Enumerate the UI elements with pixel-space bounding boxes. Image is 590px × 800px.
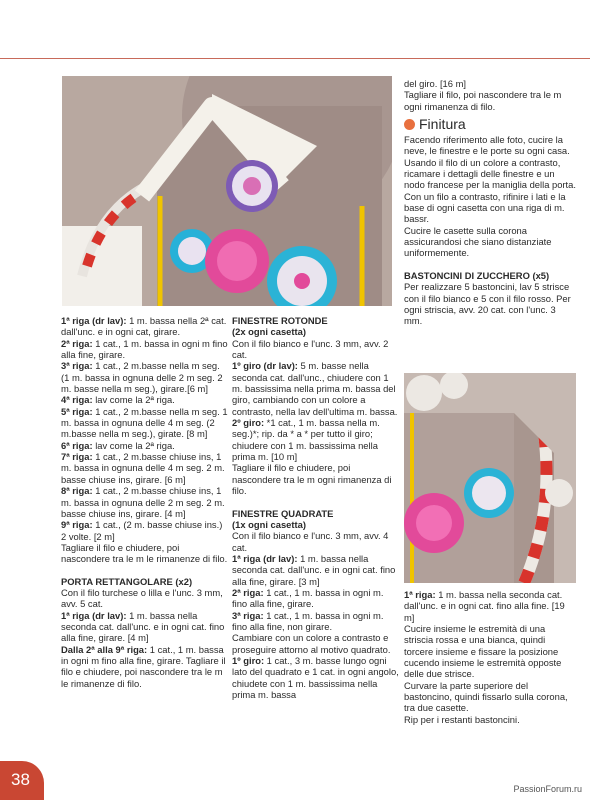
gingerbread-house-photo — [62, 76, 392, 306]
step-text: Cucire insieme le estremità di una striscia rossa e una bianca, quindi torcere insieme e fissare la posizione cucendo insieme le estremità opposte delle due strisce. — [404, 623, 562, 680]
step-text: Cambiare con un colore a contrasto e proseguire attorno al motivo quadrato. — [232, 632, 391, 655]
instructions-column-1 — [61, 315, 229, 689]
section-subheading: (2x ogni casetta) — [232, 326, 306, 338]
step-text: 1 cat., 3 m. basse lungo ogni lato del quadrato e 1 cat. in ogni angolo, chiudete con 1 m. bassissima nella prima m. bassa — [232, 654, 399, 700]
finitura-text: Cucire le casette sulla corona assicurandosi che siano distanziate uniformemente. — [404, 224, 552, 259]
step-text: 1 cat., 1 m. bassa in ogni m fino alla fine, girare. — [61, 337, 228, 361]
step-text: 1 cat., 1 m. bassa in ogni m fino alla fine, girare. Tagliare il filo e chiudere, poi nascondere tra le m le rimanenze di filo. — [61, 643, 226, 689]
candy-cane-photo — [404, 373, 576, 583]
instructions-column-3 — [404, 78, 576, 327]
step-text: Curvare la parte superiore del bastoncino, quindi fissarlo sulla corona, tra due casette. — [404, 679, 568, 714]
step-label: 3ª riga: — [61, 360, 93, 372]
step-text: del giro. [16 m] — [404, 78, 467, 89]
finitura-text: Con un filo a contrasto, rifinire i lati e la base di ogni casetta con una riga di m. bassr. — [404, 190, 566, 225]
step-label: 7ª riga: — [61, 451, 93, 463]
top-rule — [0, 58, 590, 59]
step-label: 9ª riga: — [61, 519, 93, 531]
step-text: lav come la 2ª riga. — [92, 439, 175, 451]
page-number: 38 — [11, 770, 30, 789]
finitura-text: Facendo riferimento alle foto, cucire la neve, le finestre e le porte su ogni casa. — [404, 134, 570, 157]
step-label: 1ª riga (dr lav): — [232, 552, 298, 564]
step-text: 1 cat., 2 m.basse nella m seg. 1 m. bassa in ognuna delle 4 m seg. (2 m.basse nella m seg.), girate. [8 m] — [61, 405, 228, 440]
watermark: PassionForum.ru — [513, 784, 582, 794]
instructions-column-2 — [232, 315, 400, 700]
step-label: 8ª riga: — [61, 485, 93, 497]
step-text: 1 m. bassa nella seconda cat. dall'unc. e in ogni cat. fino alla fine, girare. [4 m] — [61, 609, 225, 644]
step-label: 1º giro: — [232, 654, 265, 666]
step-label: Dalla 2ª alla 9ª riga: — [61, 643, 148, 655]
bullet-dot-icon — [404, 119, 415, 130]
step-text: 1 cat., 2 m.basse chiuse ins, 1 m. bassa in ognuna delle 4 m seg. 2 m. basse chiuse ins, girare. [6 m] — [61, 451, 225, 485]
step-text: Rip per i restanti bastoncini. — [404, 713, 520, 725]
finitura-title: Finitura — [419, 116, 466, 133]
step-label: 2ª riga: — [232, 586, 264, 598]
step-text: 1 m. bassa nella 2ª cat. dall'unc. e in ogni cat, girare. — [61, 315, 227, 338]
step-text: *1 cat., 1 m. bassa nella m. seg.)*; rip. da * a * per tutto il giro; chiudere con 1 m. bassissima nella prima m. [10 m] — [232, 417, 380, 463]
page-number-tab — [0, 761, 44, 800]
step-label: 1ª riga (dr lav): — [61, 609, 127, 621]
finish-note: Tagliare il filo e chiudere, poi nascondere tra le m le rimanenze di filo. — [61, 541, 228, 565]
step-text: 5 m. basse nella seconda cat. dall'unc., chiudere con 1 m. bassissima nella prima m. bassa del giro, cambiando con un colore a contrasto, nella lav dell'ultima m. bassa. — [232, 360, 398, 417]
step-label: 3ª riga: — [232, 609, 264, 621]
step-text: 1 cat., 1 m. bassa in ogni m. fino alla fine, non girare. — [232, 609, 384, 632]
step-text: 1 cat., 1 m. bassa in ogni m. fino alla fine, girare. — [232, 586, 384, 610]
section-intro: Con il filo bianco e l'unc. 3 mm, avv. 2 cat. — [232, 337, 389, 361]
step-text: lav come la 2ª riga. — [92, 394, 175, 406]
step-label: 2ª riga: — [61, 337, 93, 349]
step-label: 4ª riga: — [61, 394, 93, 406]
finish-note: Tagliare il filo, poi nascondere tra le m ogni rimanenza di filo. — [404, 89, 562, 112]
step-label: 1º giro (dr lav): — [232, 360, 298, 372]
step-label: 6ª riga: — [61, 439, 93, 451]
section-intro: Per realizzare 5 bastoncini, lav 5 strisce con il filo bianco e 5 con il filo rosso. Per ogni striscia, avv. 20 cat. con l'unc. 3 mm. — [404, 281, 571, 327]
step-label: 1ª riga (dr lav): — [61, 315, 127, 326]
step-label: 2º giro: — [232, 417, 265, 429]
section-intro: Con il filo bianco e l'unc. 3 mm, avv. 4 cat. — [232, 530, 389, 553]
finitura-heading — [404, 115, 576, 133]
instructions-column-3-bottom — [404, 589, 576, 725]
section-heading-finestre-rotonde: FINESTRE ROTONDE — [232, 315, 328, 326]
step-label: 1ª riga: — [404, 589, 436, 600]
step-text: 1 cat., 2 m.basse nella m seg. (1 m. bassa in ognuna delle 2 m seg. 2 m. basse nella m seg.), girare.[6 m] — [61, 360, 223, 395]
finish-note: Tagliare il filo e chiudere, poi nascondere tra le m ogni rimanenza di filo. — [232, 462, 392, 497]
section-intro: Con il filo turchese o lilla e l'unc. 3 mm, avv. 5 cat. — [61, 586, 223, 610]
section-heading-porta: PORTA RETTANGOLARE (x2) — [61, 575, 193, 587]
step-text: 1 m. bassa nella seconda cat. dall'unc. e in ogni cat. fino alla fine, girare. [3 m] — [232, 552, 396, 587]
step-text: 1 cat., 2 m.basse chiuse ins, 1 m. bassa in ognuna delle 2 m seg. 2 m. basse chiuse ins, girare. [4 m] — [61, 485, 225, 519]
section-heading-finestre-quadrate: FINESTRE QUADRATE — [232, 507, 334, 519]
finitura-text: Usando il filo di un colore a contrasto, ricamare i dettagli delle finestre e un nodo francese per la maniglia della porta. — [404, 156, 576, 191]
step-label: 5ª riga: — [61, 405, 93, 417]
section-heading-bastoncini: BASTONCINI DI ZUCCHERO (x5) — [404, 269, 550, 281]
step-text: 1 m. bassa nella seconda cat. dall'unc. e in ogni cat. fino alla fine. [19 m] — [404, 589, 565, 623]
step-text: 1 cat., (2 m. basse chiuse ins.) 2 volte. [2 m] — [61, 519, 223, 542]
section-subheading: (1x ogni casetta) — [232, 518, 306, 530]
